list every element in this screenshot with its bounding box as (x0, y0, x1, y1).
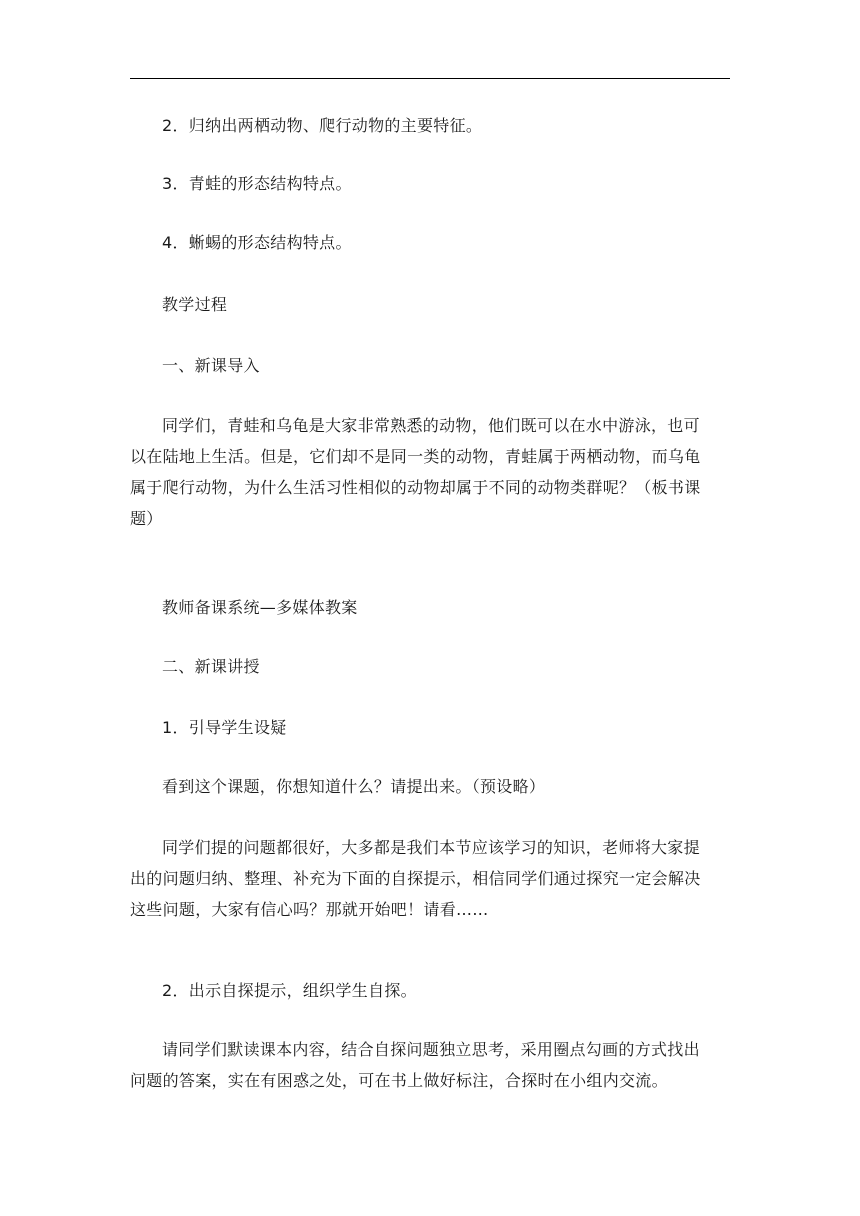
intro-paragraph (130, 410, 730, 534)
system-caption: 教师备课系统—多媒体教案 (162, 598, 358, 617)
paragraph-line: 属于爬行动物，为什么生活习性相似的动物却属于不同的动物类群呢？（板书课 (130, 478, 701, 497)
paragraph-line: 同学们提的问题都很好，大多都是我们本节应该学习的知识，老师将大家提 (162, 838, 700, 857)
section-heading-teaching-process: 教学过程 (162, 295, 228, 314)
header-rule (130, 78, 730, 79)
paragraph-line: 同学们，青蛙和乌龟是大家非常熟悉的动物，他们既可以在水中游泳，也可 (162, 416, 700, 435)
objective-item-4: 4．蜥蜴的形态结构特点。 (162, 233, 352, 252)
section-heading-intro: 一、新课导入 (162, 356, 260, 375)
objective-item-3: 3．青蛙的形态结构特点。 (162, 174, 352, 193)
question-prompt: 看到这个课题，你想知道什么？请提出来。（预设略） (162, 777, 546, 796)
step-heading-1: 1．引导学生设疑 (162, 718, 287, 737)
paragraph-line: 请同学们默读课本内容，结合自探问题独立思考，采用圈点勾画的方式找出 (162, 1040, 700, 1059)
paragraph-line: 以在陆地上生活。但是，它们却不是同一类的动物，青蛙属于两栖动物，而乌龟 (130, 447, 701, 466)
section-heading-new-lesson: 二、新课讲授 (162, 657, 260, 676)
paragraph-line: 问题的答案，实在有困惑之处，可在书上做好标注，合探时在小组内交流。 (130, 1071, 668, 1090)
step-heading-2: 2．出示自探提示，组织学生自探。 (162, 981, 417, 1000)
paragraph-line: 题） (130, 509, 163, 528)
objective-item-2: 2．归纳出两栖动物、爬行动物的主要特征。 (162, 116, 483, 135)
reading-paragraph (130, 1034, 730, 1096)
paragraph-line: 这些问题，大家有信心吗？那就开始吧！请看…… (130, 900, 489, 919)
teacher-paragraph (130, 832, 730, 925)
paragraph-line: 出的问题归纳、整理、补充为下面的自探提示，相信同学们通过探究一定会解决 (130, 869, 701, 888)
